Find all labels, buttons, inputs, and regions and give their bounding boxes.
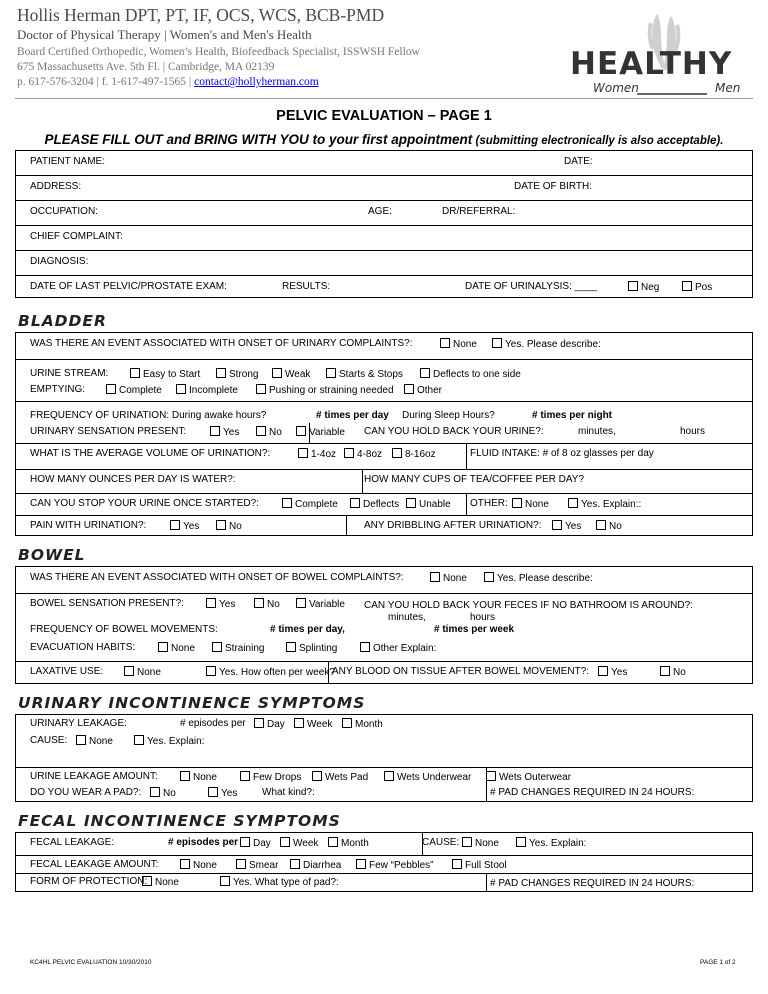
checkbox-icon (512, 498, 522, 508)
checkbox-icon (282, 498, 292, 508)
pad-kind-field[interactable]: What kind?: (262, 787, 315, 798)
stop-urine-question: CAN YOU STOP YOUR URINE ONCE STARTED?: (30, 498, 259, 509)
email-link[interactable]: contact@hollyherman.com (194, 76, 319, 88)
checkbox-icon (344, 448, 354, 458)
urinary-per-day[interactable]: Day (254, 718, 285, 731)
urinary-cause-label: CAUSE: (30, 735, 68, 746)
bowel-sensation-no[interactable]: No (254, 598, 280, 611)
evacuation-none[interactable]: None (158, 642, 195, 655)
checkbox-icon (150, 787, 160, 797)
practitioner-name: Hollis Herman DPT, PT, IF, OCS, WCS, BCB-PMD (17, 5, 385, 25)
checkbox-icon (484, 572, 494, 582)
wear-pad-no[interactable]: No (150, 787, 176, 800)
fecal-amount-label: FECAL LEAKAGE AMOUNT: (30, 859, 159, 870)
checkbox-icon (486, 771, 496, 781)
stop-complete[interactable]: Complete (282, 498, 338, 511)
hold-minutes-field[interactable]: minutes, (578, 426, 616, 437)
emptying-incomplete[interactable]: Incomplete (176, 384, 238, 397)
bowel-sensation-label: BOWEL SENSATION PRESENT?: (30, 598, 184, 609)
other-none[interactable]: None (512, 498, 549, 511)
bowel-times-per-day-field[interactable]: # times per day, (270, 624, 345, 635)
checkbox-icon (452, 859, 462, 869)
blood-question: ANY BLOOD ON TISSUE AFTER BOWEL MOVEMENT?: (332, 666, 590, 677)
sensation-yes[interactable]: Yes (210, 426, 239, 439)
wear-pad-label: DO YOU WEAR A PAD?: (30, 787, 142, 798)
fecal-cause-yes[interactable]: Yes. Explain: (516, 837, 586, 850)
fecal-per-day[interactable]: Day (240, 837, 271, 850)
bowel-heading: BOWEL (18, 546, 86, 564)
fecal-per-month[interactable]: Month (328, 837, 369, 850)
stream-deflects[interactable]: Deflects to one side (420, 368, 521, 381)
checkbox-icon (206, 666, 216, 676)
neg-checkbox[interactable]: Neg (628, 281, 659, 294)
hold-feces-question: CAN YOU HOLD BACK YOUR FECES IF NO BATHROOM IS AROUND?: (364, 600, 693, 611)
checkbox-icon (440, 338, 450, 348)
checkbox-icon (76, 735, 86, 745)
credentials-line: Board Certified Orthopedic, Women’s Health, Biofeedback Specialist, ISSWSH Fellow (17, 46, 420, 58)
stop-deflects[interactable]: Deflects (350, 498, 399, 511)
laxative-label: LAXATIVE USE: (30, 666, 104, 677)
hold-hours-field[interactable]: hours (680, 426, 706, 437)
laxative-none[interactable]: None (124, 666, 161, 679)
urine-leakage-amount-label: URINE LEAKAGE AMOUNT: (30, 771, 158, 782)
sensation-variable[interactable]: Variable (296, 426, 345, 439)
checkbox-icon (356, 859, 366, 869)
hold-urine-question: CAN YOU HOLD BACK YOUR URINE?: (364, 426, 544, 437)
stop-unable[interactable]: Unable (406, 498, 451, 511)
pos-checkbox[interactable]: Pos (682, 281, 712, 294)
urinary-cause-none[interactable]: None (76, 735, 113, 748)
checkbox-icon (142, 876, 152, 886)
instructions-main: PLEASE FILL OUT and BRING WITH YOU to your first appointment (44, 132, 473, 147)
checkbox-icon (176, 384, 186, 394)
feces-hours-field[interactable]: hours (470, 612, 496, 623)
water-ounces-field[interactable]: HOW MANY OUNCES PER DAY IS WATER?: (30, 474, 236, 485)
practice-subtitle: Doctor of Physical Therapy | Women's and Men's Health (17, 27, 312, 42)
fecal-cause-none[interactable]: None (462, 837, 499, 850)
dob-field[interactable]: DATE OF BIRTH: (514, 181, 592, 192)
checkbox-icon (430, 572, 440, 582)
age-field[interactable]: AGE: (368, 206, 392, 217)
checkbox-icon (516, 837, 526, 847)
instructions-note: (submitting electronically is also acceptable). (472, 135, 724, 147)
fecal-pad-changes-field[interactable]: # PAD CHANGES REQUIRED IN 24 HOURS: (490, 878, 695, 889)
contact-line (17, 75, 420, 90)
checkbox-icon (106, 384, 116, 394)
pain-urination-label: PAIN WITH URINATION?: (30, 520, 147, 531)
volume-question: WHAT IS THE AVERAGE VOLUME OF URINATION?: (30, 448, 271, 459)
fecal-leakage-label: FECAL LEAKAGE: (30, 837, 115, 848)
bowel-sensation-variable[interactable]: Variable (296, 598, 345, 611)
checkbox-icon (290, 859, 300, 869)
footer-page-number: PAGE 1 of 2 (700, 959, 736, 966)
chief-complaint-field[interactable]: CHIEF COMPLAINT: (30, 231, 123, 242)
last-exam-field[interactable]: DATE OF LAST PELVIC/PROSTATE EXAM: (30, 281, 227, 292)
checkbox-icon (342, 718, 352, 728)
urinalysis-field[interactable]: DATE OF URINALYSIS: ____ (465, 281, 597, 292)
checkbox-icon (294, 718, 304, 728)
checkbox-icon (312, 771, 322, 781)
checkbox-icon (240, 771, 250, 781)
checkbox-icon (682, 281, 692, 291)
checkbox-icon (280, 837, 290, 847)
fecal-amount-smear[interactable]: Smear (236, 859, 278, 872)
logo-women: Women (593, 81, 639, 95)
form-instructions (0, 132, 768, 147)
checkbox-icon (596, 520, 606, 530)
urinary-cause-yes[interactable]: Yes. Explain: (134, 735, 204, 748)
urinary-event-yes[interactable]: Yes. Please describe: (492, 338, 601, 351)
fecal-amount-pebbles[interactable]: Few “Pebbles” (356, 859, 433, 872)
checkbox-icon (492, 338, 502, 348)
stream-easy[interactable]: Easy to Start (130, 368, 200, 381)
referral-field[interactable]: DR/REFERRAL: (442, 206, 516, 217)
checkbox-icon (462, 837, 472, 847)
checkbox-icon (420, 368, 430, 378)
fecal-incontinence-heading: FECAL INCONTINENCE SYMPTOMS (18, 812, 341, 830)
checkbox-icon (296, 426, 306, 436)
checkbox-icon (254, 718, 264, 728)
urinary-event-none[interactable]: None (440, 338, 477, 351)
checkbox-icon (220, 876, 230, 886)
urinary-episodes-field[interactable]: # episodes per (180, 718, 246, 729)
protection-yes[interactable]: Yes. What type of pad?: (220, 876, 339, 889)
checkbox-icon (384, 771, 394, 781)
healthy-logo (565, 12, 750, 100)
fecal-per-week[interactable]: Week (280, 837, 318, 850)
bowel-event-question: WAS THERE AN EVENT ASSOCIATED WITH ONSET OF BOWEL COMPLAINTS?: (30, 572, 404, 583)
phone-text: p. 617-576-3204 | f. 1-617-497-1565 | (17, 76, 195, 88)
evacuation-straining[interactable]: Straining (212, 642, 264, 655)
bladder-heading: BLADDER (18, 312, 107, 330)
checkbox-icon (180, 859, 190, 869)
blood-yes[interactable]: Yes (598, 666, 627, 679)
checkbox-icon (240, 837, 250, 847)
volume-4-8oz[interactable]: 4-8oz (344, 448, 382, 461)
fecal-amount-full-stool[interactable]: Full Stool (452, 859, 507, 872)
fecal-episodes-field[interactable]: # episodes per (168, 837, 239, 848)
checkbox-icon (406, 498, 416, 508)
emptying-other[interactable]: Other (404, 384, 442, 397)
checkbox-icon (326, 368, 336, 378)
checkbox-icon (130, 368, 140, 378)
checkbox-icon (392, 448, 402, 458)
checkbox-icon (124, 666, 134, 676)
checkbox-icon (568, 498, 578, 508)
checkbox-icon (272, 368, 282, 378)
bowel-frequency-label: FREQUENCY OF BOWEL MOVEMENTS: (30, 624, 218, 635)
urinary-event-question: WAS THERE AN EVENT ASSOCIATED WITH ONSET OF URINARY COMPLAINTS?: (30, 338, 413, 349)
volume-8-16oz[interactable]: 8-16oz (392, 448, 436, 461)
evacuation-splinting[interactable]: Splinting (286, 642, 337, 655)
urinary-pad-changes-field[interactable]: # PAD CHANGES REQUIRED IN 24 HOURS: (490, 787, 695, 798)
patient-name-field[interactable]: PATIENT NAME: (30, 156, 106, 167)
bowel-sensation-yes[interactable]: Yes (206, 598, 235, 611)
checkbox-icon (328, 837, 338, 847)
checkbox-icon (180, 771, 190, 781)
dribbling-no[interactable]: No (596, 520, 622, 533)
occupation-field[interactable]: OCCUPATION: (30, 206, 98, 217)
footer-form-id: KC4HL PELVIC EVALUATION 10/30/2010 (30, 959, 152, 966)
amount-wets-underwear[interactable]: Wets Underwear (384, 771, 471, 784)
wear-pad-yes[interactable]: Yes (208, 787, 237, 800)
urinary-per-week[interactable]: Week (294, 718, 332, 731)
amount-wets-pad[interactable]: Wets Pad (312, 771, 368, 784)
feces-minutes-field[interactable]: minutes, (388, 612, 426, 623)
volume-1-4oz[interactable]: 1-4oz (298, 448, 336, 461)
amount-wets-outerwear[interactable]: Wets Outerwear (486, 771, 571, 784)
checkbox-icon (628, 281, 638, 291)
evacuation-other[interactable]: Other Explain: (360, 642, 436, 655)
checkbox-icon (170, 520, 180, 530)
bowel-times-per-week-field[interactable]: # times per week (434, 624, 515, 635)
times-per-night-field[interactable]: # times per night (532, 410, 613, 421)
checkbox-icon (134, 735, 144, 745)
checkbox-icon (208, 787, 218, 797)
checkbox-icon (254, 598, 264, 608)
date-field[interactable]: DATE: (564, 156, 593, 167)
protection-label: FORM OF PROTECTION: (30, 876, 148, 887)
checkbox-icon (216, 368, 226, 378)
urine-stream-label: URINE STREAM: (30, 368, 109, 379)
bowel-event-none[interactable]: None (430, 572, 467, 585)
bowel-event-yes[interactable]: Yes. Please describe: (484, 572, 593, 585)
pain-yes[interactable]: Yes (170, 520, 199, 533)
emptying-pushing[interactable]: Pushing or straining needed (256, 384, 394, 397)
other-yes[interactable]: Yes. Explain:: (568, 498, 641, 511)
checkbox-icon (216, 520, 226, 530)
checkbox-icon (206, 598, 216, 608)
checkbox-icon (286, 642, 296, 652)
amount-few-drops[interactable]: Few Drops (240, 771, 301, 784)
emptying-complete[interactable]: Complete (106, 384, 162, 397)
checkbox-icon (158, 642, 168, 652)
results-field[interactable]: RESULTS: (282, 281, 331, 292)
fecal-cause-label: CAUSE: (422, 837, 460, 848)
form-title: PELVIC EVALUATION – PAGE 1 (276, 108, 492, 124)
checkbox-icon (256, 426, 266, 436)
blood-no[interactable]: No (660, 666, 686, 679)
practice-details (17, 45, 420, 90)
stream-strong[interactable]: Strong (216, 368, 258, 381)
laxative-yes[interactable]: Yes. How often per week? (206, 666, 335, 679)
urinary-incontinence-heading: URINARY INCONTINENCE SYMPTOMS (18, 694, 366, 712)
other-label: OTHER: (470, 498, 508, 509)
urinary-sensation-label: URINARY SENSATION PRESENT: (30, 426, 187, 437)
evacuation-label: EVACUATION HABITS: (30, 642, 136, 653)
logo-men: Men (715, 81, 741, 95)
dribbling-yes[interactable]: Yes (552, 520, 581, 533)
checkbox-icon (360, 642, 370, 652)
stream-starts-stops[interactable]: Starts & Stops (326, 368, 403, 381)
diagnosis-field[interactable]: DIAGNOSIS: (30, 256, 89, 267)
pain-no[interactable]: No (216, 520, 242, 533)
checkbox-icon (298, 448, 308, 458)
checkbox-icon (552, 520, 562, 530)
fecal-amount-diarrhea[interactable]: Diarrhea (290, 859, 341, 872)
address-line: 675 Massachusetts Ave. 5th Fl. | Cambridge, MA 02139 (17, 61, 275, 73)
urinary-per-month[interactable]: Month (342, 718, 383, 731)
dribbling-question: ANY DRIBBLING AFTER URINATION?: (364, 520, 542, 531)
checkbox-icon (210, 426, 220, 436)
checkbox-icon (350, 498, 360, 508)
sensation-no[interactable]: No (256, 426, 282, 439)
header-divider (15, 98, 753, 99)
checkbox-icon (236, 859, 246, 869)
checkbox-icon (404, 384, 414, 394)
emptying-label: EMPTYING: (30, 384, 86, 395)
fecal-amount-none[interactable]: None (180, 859, 217, 872)
sleep-hours-label: During Sleep Hours? (402, 410, 495, 421)
checkbox-icon (598, 666, 608, 676)
stream-weak[interactable]: Weak (272, 368, 310, 381)
checkbox-icon (256, 384, 266, 394)
logo-text: HEALTHY (570, 46, 733, 82)
times-per-day-field[interactable]: # times per day (316, 410, 389, 421)
tea-coffee-field[interactable]: HOW MANY CUPS OF TEA/COFFEE PER DAY? (364, 474, 585, 485)
checkbox-icon (296, 598, 306, 608)
patient-info-box (15, 150, 753, 298)
checkbox-icon (660, 666, 670, 676)
protection-none[interactable]: None (142, 876, 179, 889)
urinary-leakage-label: URINARY LEAKAGE: (30, 718, 127, 729)
urination-frequency-label: FREQUENCY OF URINATION: During awake hours? (30, 410, 267, 421)
amount-none[interactable]: None (180, 771, 217, 784)
checkbox-icon (212, 642, 222, 652)
address-field[interactable]: ADDRESS: (30, 181, 82, 192)
fluid-intake-field[interactable]: FLUID INTAKE: # of 8 oz glasses per day (470, 448, 654, 459)
